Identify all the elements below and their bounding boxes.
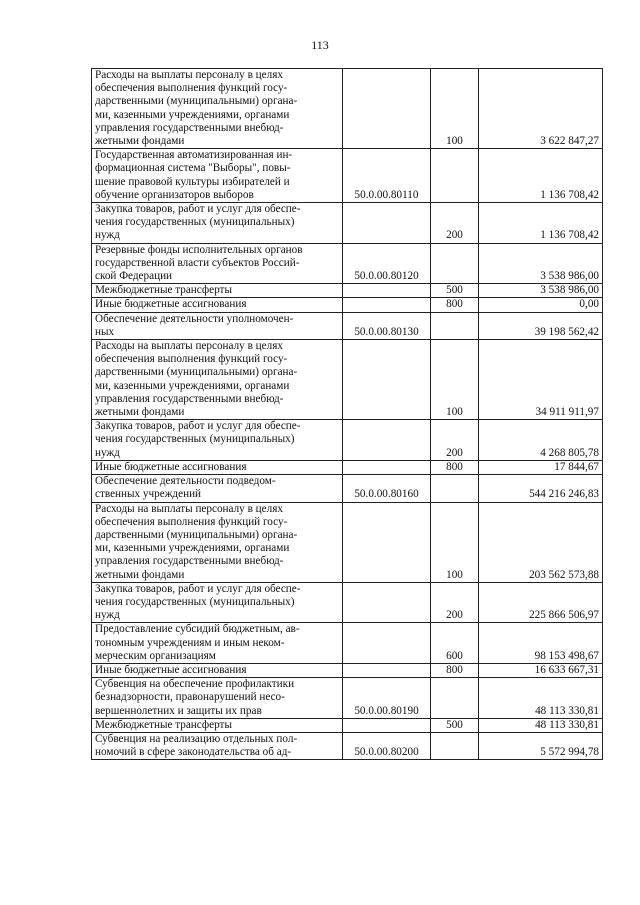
target-code-cell <box>343 203 431 244</box>
item-name-line: шение правовой культуры избирателей и <box>95 175 290 188</box>
target-code-cell <box>343 69 431 149</box>
expense-type-cell <box>431 243 479 284</box>
item-name-line: Предоставление субсидий бюджетным, ав- <box>95 623 300 636</box>
amount-cell: 3 538 986,00 <box>479 243 603 284</box>
amount-cell: 544 216 246,83 <box>479 475 603 502</box>
item-name-cell <box>92 340 343 420</box>
item-name-line: ми, казенными учреждениями, органами <box>95 542 290 555</box>
expense-type-cell: 100 <box>431 502 479 582</box>
amount-cell: 17 844,67 <box>479 460 603 474</box>
table-row <box>92 203 603 244</box>
amount-cell: 98 153 498,67 <box>479 623 603 664</box>
expense-type-cell: 600 <box>431 623 479 664</box>
amount-cell: 16 633 667,31 <box>479 663 603 677</box>
item-name-line: Расходы на выплаты персоналу в целях <box>95 340 283 353</box>
item-name-line: чения государственных (муниципальных) <box>95 216 295 229</box>
item-name-line: управления государственными внебюд- <box>95 121 284 134</box>
amount-cell: 0,00 <box>479 298 603 312</box>
target-code-cell: 50.0.00.80160 <box>343 475 431 502</box>
table-row <box>92 623 603 664</box>
item-name-cell <box>92 460 343 474</box>
amount-cell: 48 113 330,81 <box>479 718 603 732</box>
page-number: 113 <box>311 38 329 52</box>
target-code-cell: 50.0.00.80200 <box>343 732 431 759</box>
amount-cell: 34 911 911,97 <box>479 340 603 420</box>
item-name-line: Обеспечение деятельности уполномочен- <box>95 312 294 325</box>
target-code-cell <box>343 340 431 420</box>
table-row <box>92 312 603 339</box>
expense-type-cell: 800 <box>431 663 479 677</box>
item-name-line: Расходы на выплаты персоналу в целях <box>95 502 283 515</box>
target-code-cell: 50.0.00.80130 <box>343 312 431 339</box>
table-row <box>92 475 603 502</box>
target-code-cell <box>343 582 431 623</box>
expense-type-cell <box>431 149 479 203</box>
expense-type-cell <box>431 475 479 502</box>
item-name-cell <box>92 149 343 203</box>
table-row <box>92 298 603 312</box>
item-name-cell <box>92 582 343 623</box>
amount-cell: 4 268 805,78 <box>479 420 603 461</box>
item-name-cell <box>92 312 343 339</box>
table-row <box>92 678 603 719</box>
amount-cell: 48 113 330,81 <box>479 678 603 719</box>
item-name-cell <box>92 502 343 582</box>
table-row <box>92 663 603 677</box>
item-name-line: Иные бюджетные ассигнования <box>95 298 247 311</box>
budget-table <box>91 68 603 760</box>
item-name-line: управления государственными внебюд- <box>95 555 284 568</box>
target-code-cell <box>343 623 431 664</box>
item-name-line: Обеспечение деятельности подведом- <box>95 475 276 488</box>
table-row <box>92 69 603 149</box>
item-name-line: ственных учреждений <box>95 488 202 501</box>
amount-cell: 3 538 986,00 <box>479 284 603 298</box>
item-name-line: нужд <box>95 229 120 242</box>
item-name-cell <box>92 663 343 677</box>
item-name-line: обеспечения выполнения функций госу- <box>95 353 288 366</box>
amount-cell: 39 198 562,42 <box>479 312 603 339</box>
target-code-cell: 50.0.00.80110 <box>343 149 431 203</box>
table-row <box>92 420 603 461</box>
item-name-line: дарственными (муниципальными) органа- <box>95 366 298 379</box>
expense-type-cell: 100 <box>431 69 479 149</box>
table-row <box>92 582 603 623</box>
item-name-line: обеспечения выполнения функций госу- <box>95 82 288 95</box>
item-name-line: Закупка товаров, работ и услуг для обеспе- <box>95 420 301 433</box>
item-name-cell <box>92 732 343 759</box>
amount-cell: 3 622 847,27 <box>479 69 603 149</box>
table-row <box>92 243 603 284</box>
expense-type-cell: 800 <box>431 298 479 312</box>
item-name-line: Межбюджетные трансферты <box>95 718 232 731</box>
item-name-line: Расходы на выплаты персоналу в целях <box>95 69 283 81</box>
item-name-line: ской Федерации <box>95 270 173 283</box>
item-name-cell <box>92 678 343 719</box>
item-name-line: вершеннолетних и защиты их прав <box>95 704 262 717</box>
item-name-cell <box>92 420 343 461</box>
item-name-cell <box>92 475 343 502</box>
item-name-line: ми, казенными учреждениями, органами <box>95 108 290 121</box>
item-name-line: жетными фондами <box>95 568 185 581</box>
table-row <box>92 340 603 420</box>
item-name-line: Иные бюджетные ассигнования <box>95 460 247 473</box>
budget-table-body <box>92 69 603 760</box>
expense-type-cell: 500 <box>431 718 479 732</box>
table-row <box>92 460 603 474</box>
item-name-line: формационная система "Выборы", повы- <box>95 162 291 175</box>
target-code-cell <box>343 420 431 461</box>
expense-type-cell: 200 <box>431 582 479 623</box>
target-code-cell <box>343 718 431 732</box>
item-name-line: жетными фондами <box>95 406 185 419</box>
expense-type-cell: 200 <box>431 420 479 461</box>
item-name-line: Государственная автоматизированная ин- <box>95 149 293 162</box>
table-row <box>92 732 603 759</box>
target-code-cell: 50.0.00.80190 <box>343 678 431 719</box>
amount-cell: 225 866 506,97 <box>479 582 603 623</box>
item-name-line: чения государственных (муниципальных) <box>95 433 295 446</box>
amount-cell: 1 136 708,42 <box>479 203 603 244</box>
expense-type-cell: 500 <box>431 284 479 298</box>
item-name-line: обеспечения выполнения функций госу- <box>95 515 288 528</box>
target-code-cell: 50.0.00.80120 <box>343 243 431 284</box>
item-name-line: безнадзорности, правонарушений несо- <box>95 691 285 704</box>
item-name-line: управления государственными внебюд- <box>95 392 284 405</box>
item-name-line: дарственными (муниципальными) органа- <box>95 528 298 541</box>
table-row <box>92 149 603 203</box>
item-name-cell <box>92 718 343 732</box>
item-name-line: дарственными (муниципальными) органа- <box>95 95 298 108</box>
item-name-line: Резервные фонды исполнительных органов <box>95 243 303 256</box>
item-name-cell <box>92 69 343 149</box>
item-name-line: Межбюджетные трансферты <box>95 284 232 297</box>
item-name-line: нужд <box>95 609 120 622</box>
item-name-line: номочий в сфере законодательства об ад- <box>95 746 292 759</box>
item-name-line: Закупка товаров, работ и услуг для обеспе- <box>95 203 301 216</box>
item-name-line: Субвенция на обеспечение профилактики <box>95 678 295 691</box>
item-name-cell <box>92 203 343 244</box>
item-name-cell <box>92 298 343 312</box>
item-name-cell <box>92 623 343 664</box>
item-name-line: мерческим организациям <box>95 649 216 662</box>
expense-type-cell <box>431 732 479 759</box>
expense-type-cell <box>431 678 479 719</box>
target-code-cell <box>343 502 431 582</box>
table-row <box>92 284 603 298</box>
table-row <box>92 718 603 732</box>
item-name-line: государственной власти субъектов Россий- <box>95 256 300 269</box>
item-name-cell <box>92 284 343 298</box>
amount-cell: 203 562 573,88 <box>479 502 603 582</box>
expense-type-cell: 200 <box>431 203 479 244</box>
table-row <box>92 502 603 582</box>
target-code-cell <box>343 460 431 474</box>
item-name-line: ми, казенными учреждениями, органами <box>95 379 290 392</box>
amount-cell: 5 572 994,78 <box>479 732 603 759</box>
item-name-line: Субвенция на реализацию отдельных пол- <box>95 732 298 745</box>
expense-type-cell <box>431 312 479 339</box>
item-name-line: обучение организаторов выборов <box>95 188 254 201</box>
item-name-line: Закупка товаров, работ и услуг для обеспе- <box>95 582 301 595</box>
target-code-cell <box>343 284 431 298</box>
item-name-line: жетными фондами <box>95 135 185 148</box>
item-name-line: Иные бюджетные ассигнования <box>95 663 247 676</box>
target-code-cell <box>343 663 431 677</box>
amount-cell: 1 136 708,42 <box>479 149 603 203</box>
target-code-cell <box>343 298 431 312</box>
item-name-line: тономным учреждениям и иным неком- <box>95 636 285 649</box>
item-name-line: ных <box>95 325 115 338</box>
expense-type-cell: 800 <box>431 460 479 474</box>
expense-type-cell: 100 <box>431 340 479 420</box>
item-name-cell <box>92 243 343 284</box>
item-name-line: нужд <box>95 446 120 459</box>
item-name-line: чения государственных (муниципальных) <box>95 595 295 608</box>
